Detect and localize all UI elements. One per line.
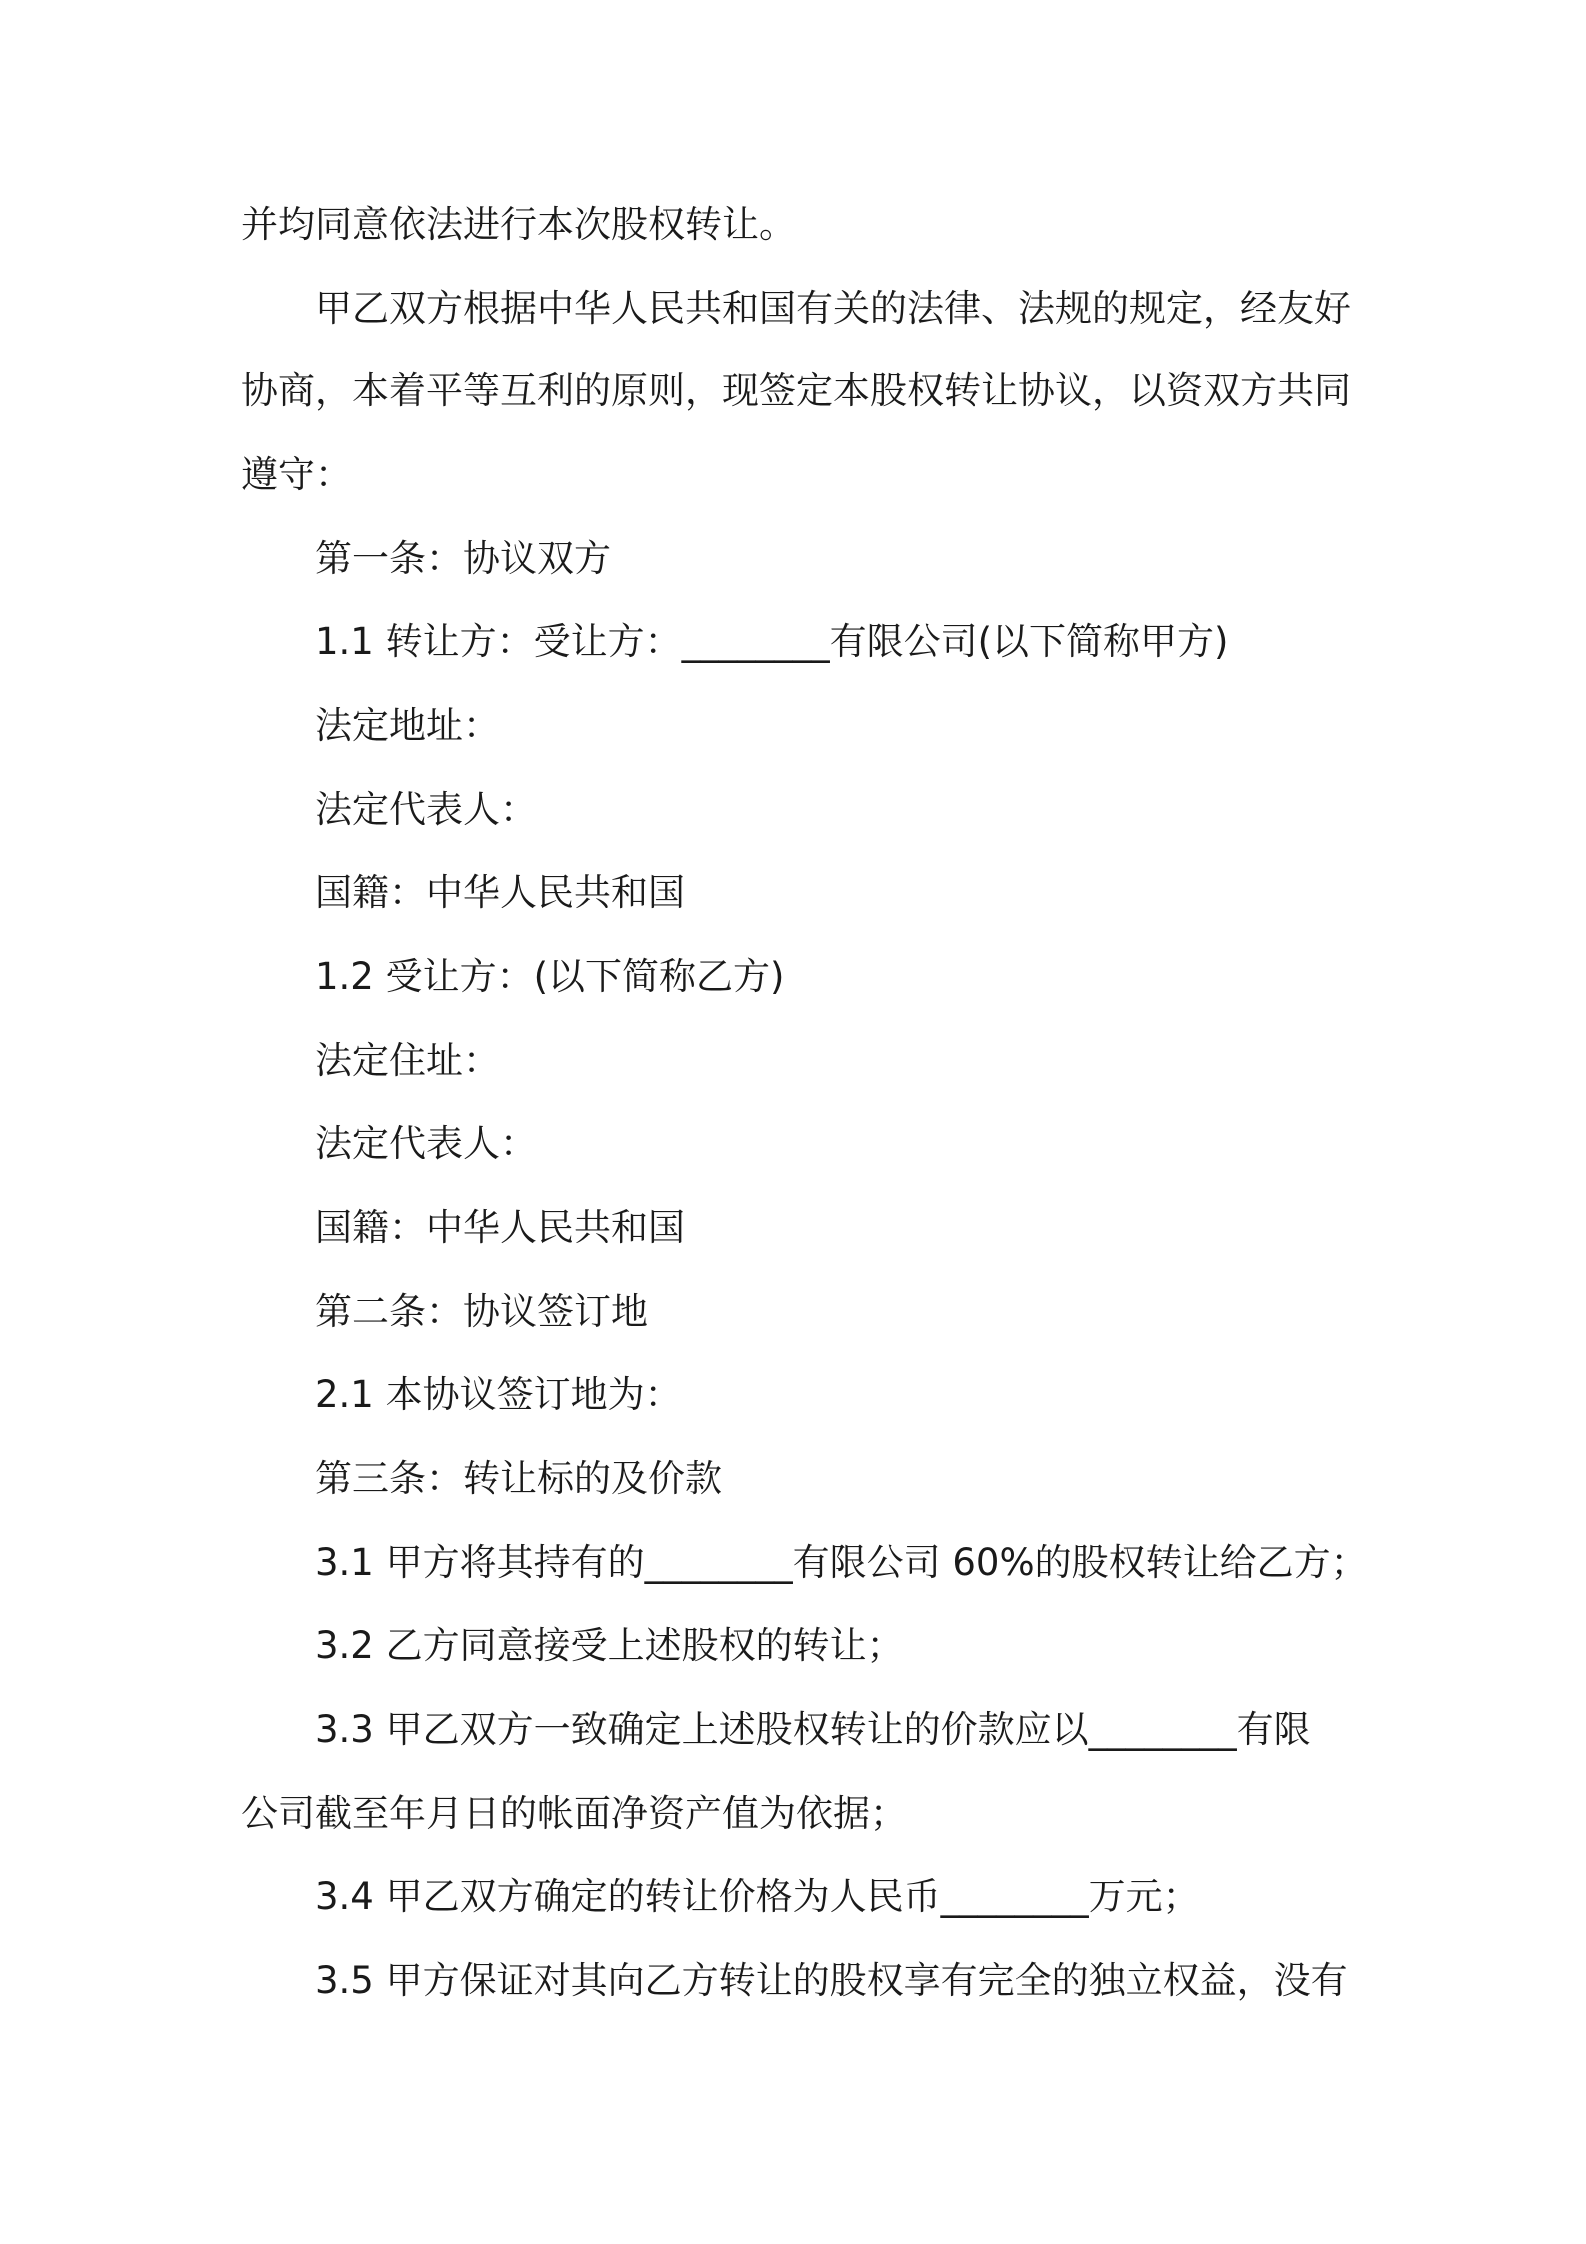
clause-3-3: 3.3 甲乙双方一致确定上述股权转让的价款应以________有限 <box>315 1708 1311 1751</box>
preamble-line-1: 甲乙双方根据中华人民共和国有关的法律、法规的规定，经友好 <box>315 287 1351 330</box>
party-b-nationality: 国籍：中华人民共和国 <box>315 1206 685 1249</box>
clause-3-2: 3.2 乙方同意接受上述股权的转让； <box>315 1624 904 1667</box>
clause-2-1: 2.1 本协议签订地为： <box>315 1373 682 1416</box>
article-3-heading: 第三条：转让标的及价款 <box>315 1457 722 1500</box>
clause-1-1: 1.1 转让方：受让方：________有限公司(以下简称甲方) <box>315 620 1229 663</box>
paragraph-continuation: 并均同意依法进行本次股权转让。 <box>241 203 796 246</box>
clause-3-3-continued: 公司截至年月日的帐面净资产值为依据； <box>241 1792 907 1835</box>
preamble-line-2: 协商，本着平等互利的原则，现签定本股权转让协议，以资双方共同 <box>241 369 1351 412</box>
preamble-line-3: 遵守： <box>241 453 352 496</box>
article-2-heading: 第二条：协议签订地 <box>315 1290 648 1333</box>
clause-3-5: 3.5 甲方保证对其向乙方转让的股权享有完全的独立权益，没有 <box>315 1959 1348 2002</box>
clause-1-2: 1.2 受让方：(以下简称乙方) <box>315 955 785 998</box>
party-a-address: 法定地址： <box>315 704 500 747</box>
clause-3-1: 3.1 甲方将其持有的________有限公司 60%的股权转让给乙方； <box>315 1541 1368 1584</box>
party-a-representative: 法定代表人： <box>315 788 537 831</box>
party-b-representative: 法定代表人： <box>315 1122 537 1165</box>
party-b-address: 法定住址： <box>315 1039 500 1082</box>
party-a-nationality: 国籍：中华人民共和国 <box>315 871 685 914</box>
clause-3-4: 3.4 甲乙双方确定的转让价格为人民币________万元； <box>315 1875 1200 1918</box>
article-1-heading: 第一条：协议双方 <box>315 537 611 580</box>
